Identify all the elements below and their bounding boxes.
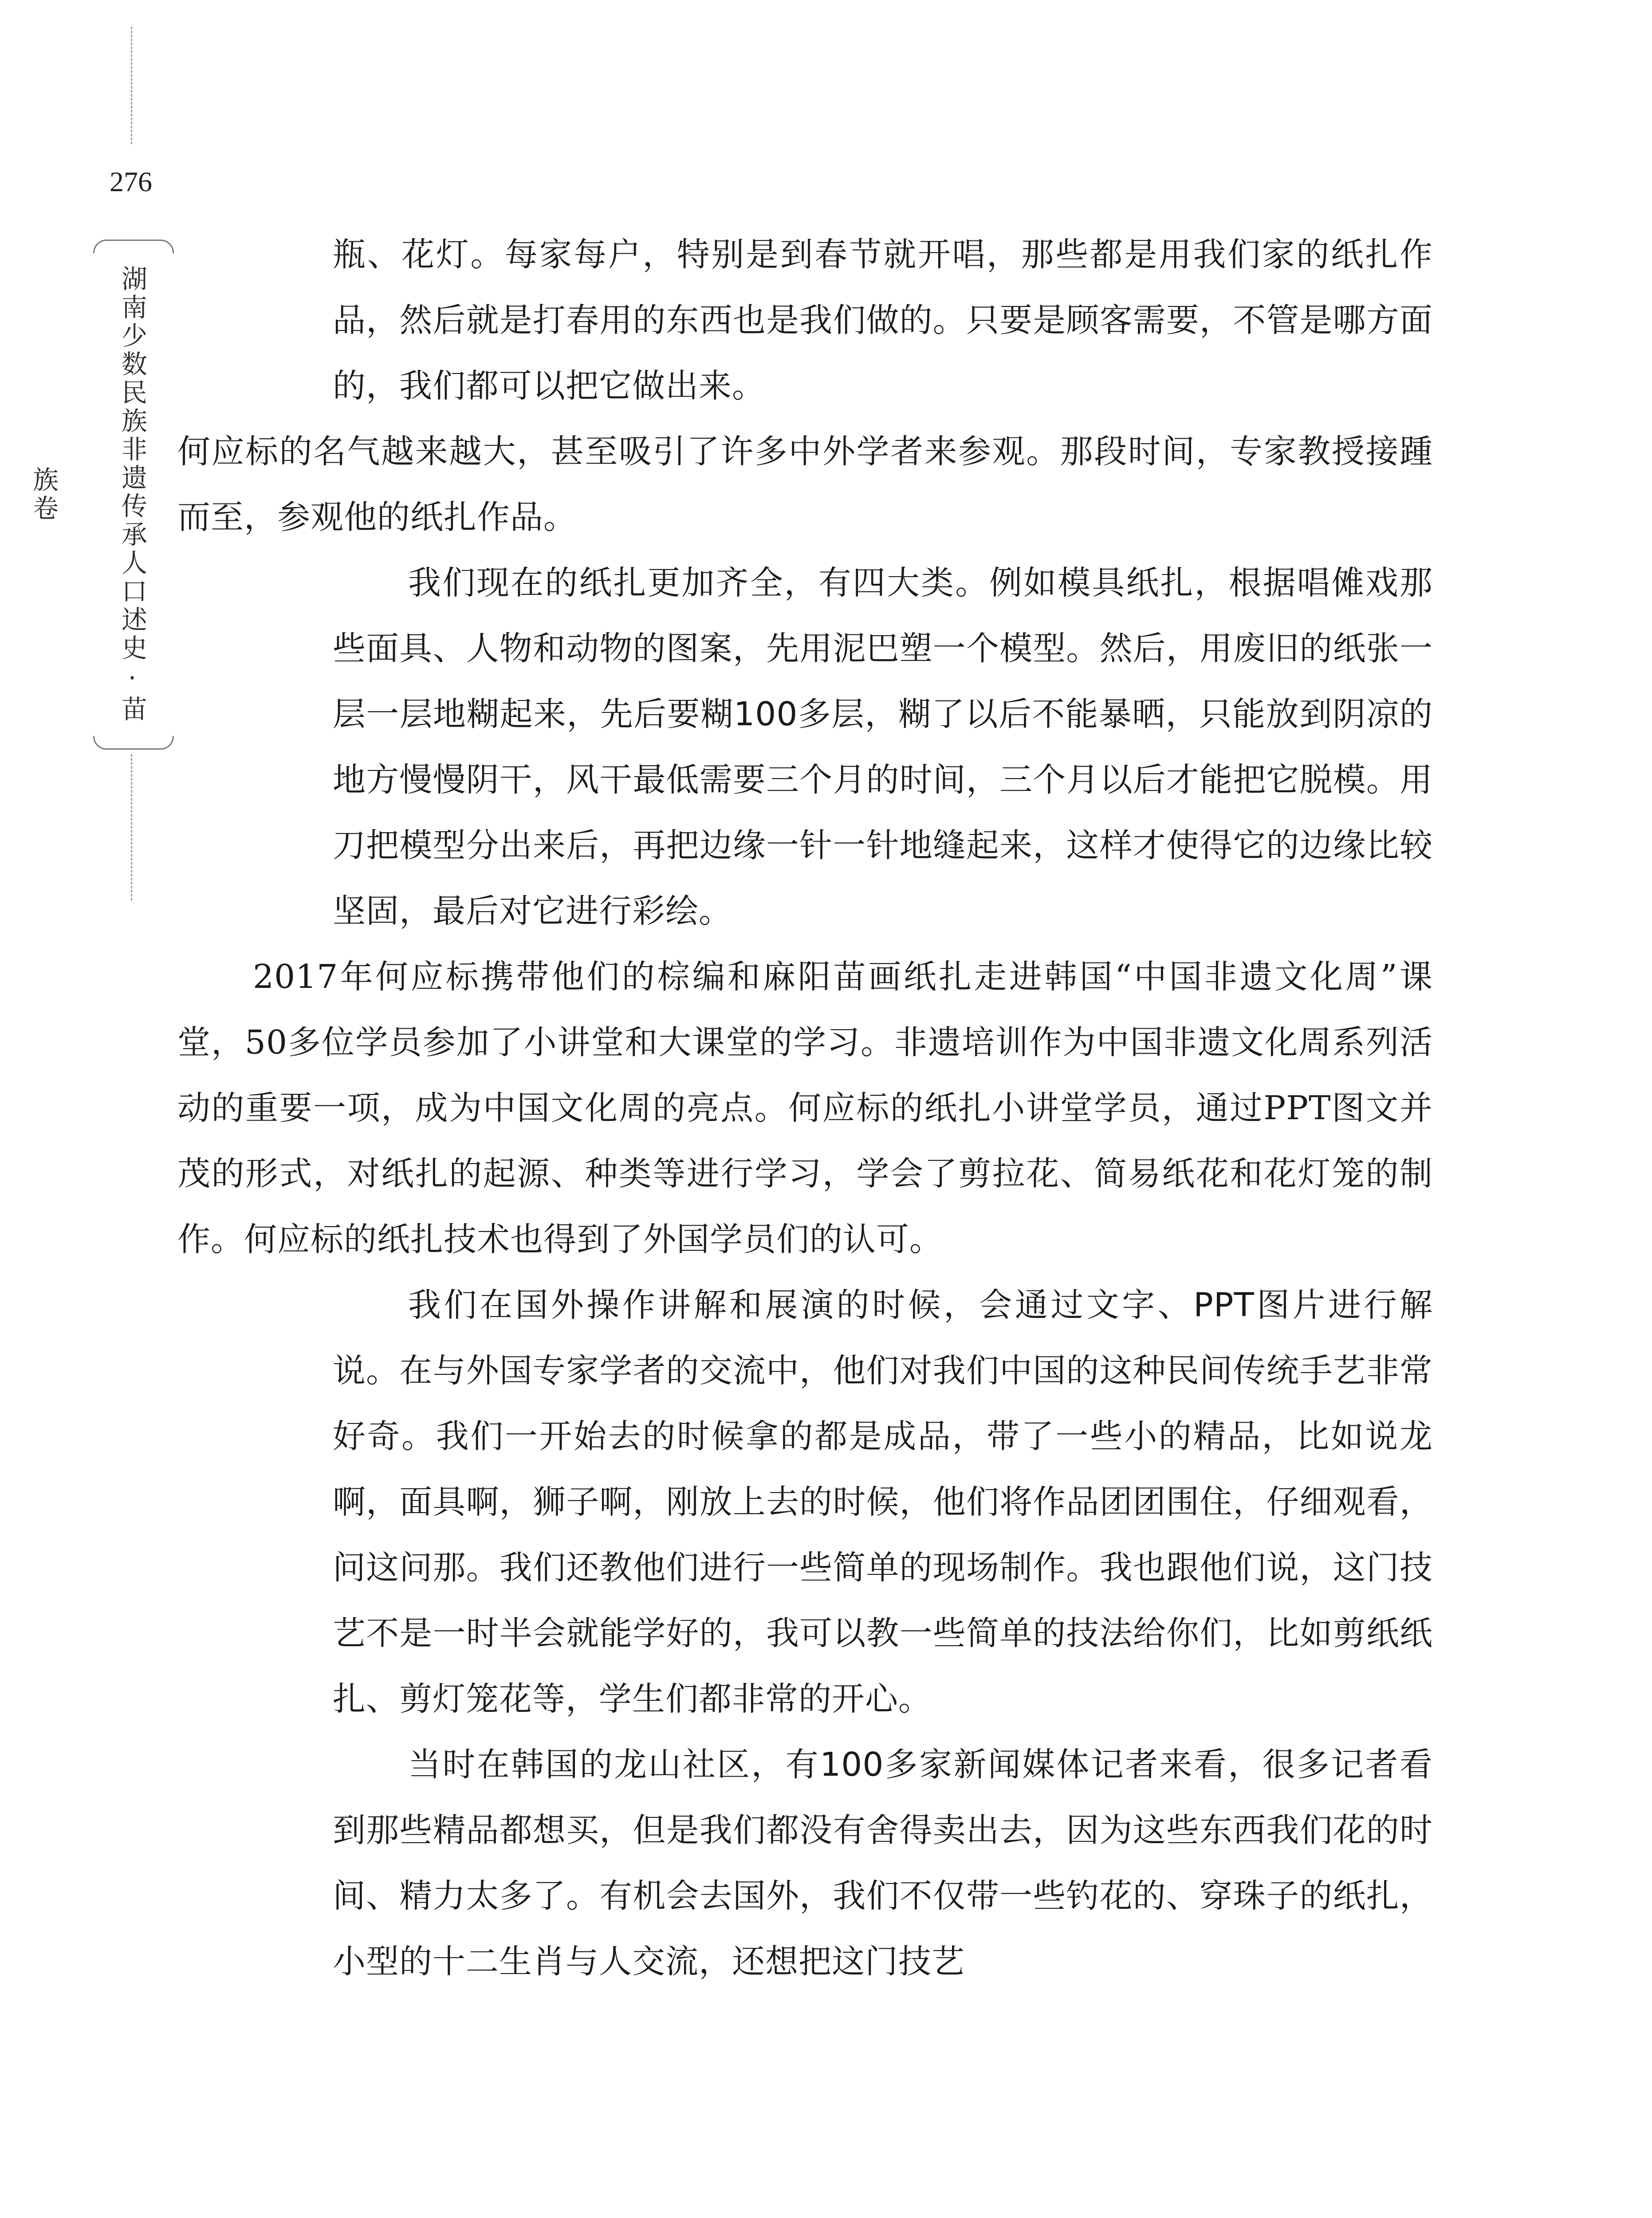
page-number: 276: [110, 166, 152, 197]
margin-rule-top: [131, 27, 132, 144]
paragraph-narration: 何应标的名气越来越大，甚至吸引了许多中外学者来参观。那段时间，专家教授接踵而至，参观他的纸扎作品。: [177, 433, 1433, 536]
paragraph-quote-continued: 瓶、花灯。每家每户，特别是到春节就开唱，那些都是用我们家的纸扎作品，然后就是打春用的东西也是我们做的。只要是顾客需要，不管是哪方面的，我们都可以把它做出来。: [333, 236, 1433, 405]
paragraph-narration: 2017年何应标携带他们的棕编和麻阳苗画纸扎走进韩国“中国非遗文化周”课堂，50多位学员参加了小讲堂和大课堂的学习。非遗培训作为中国非遗文化周系列活动的重要一项，成为中国文化周的亮点。何应标的纸扎小讲堂学员，通过PPT图文并茂的形式，对纸扎的起源、种类等进行学习，学会了剪拉花、简易纸花和花灯笼的制作。何应标的纸扎技术也得到了外国学员们的认可。: [177, 958, 1433, 1258]
margin-rule-bottom: [131, 754, 132, 901]
paragraph-quote: 当时在韩国的龙山社区，有100多家新闻媒体记者来看，很多记者看到那些精品都想买，但是我们都没有舍得卖出去，因为这些东西我们花的时间、精力太多了。有机会去国外，我们不仅带一些钓花的、穿珠子的纸扎，小型的十二生肖与人交流，还想把这门技艺: [333, 1746, 1433, 1981]
running-title-text: 湖南少数民族非遗传承人口述史·苗族卷: [28, 265, 147, 724]
body-text: [177, 222, 1433, 1994]
running-title: [28, 240, 177, 750]
paragraph-quote: 我们在国外操作讲解和展演的时候，会通过文字、PPT图片进行解说。在与外国专家学者的交流中，他们对我们中国的这种民间传统手艺非常好奇。我们一开始去的时候拿的都是成品，带了一些小的精品，比如说龙啊，面具啊，狮子啊，刚放上去的时候，他们将作品团团围住，仔细观看，问这问那。我们还教他们进行一些简单的现场制作。我也跟他们说，这门技艺不是一时半会就能学好的，我可以教一些简单的技法给你们，比如剪纸纸扎、剪灯笼花等，学生们都非常的开心。: [333, 1286, 1433, 1718]
title-bracket-bottom: [93, 736, 174, 750]
paragraph-quote: 我们现在的纸扎更加齐全，有四大类。例如模具纸扎，根据唱傩戏那些面具、人物和动物的图案，先用泥巴塑一个模型。然后，用废旧的纸张一层一层地糊起来，先后要糊100多层，糊了以后不能暴晒，只能放到阴凉的地方慢慢阴干，风干最低需要三个月的时间，三个月以后才能把它脱模。用刀把模型分出来后，再把边缘一针一针地缝起来，这样才使得它的边缘比较坚固，最后对它进行彩绘。: [333, 564, 1433, 930]
title-bracket-top: [93, 240, 174, 253]
